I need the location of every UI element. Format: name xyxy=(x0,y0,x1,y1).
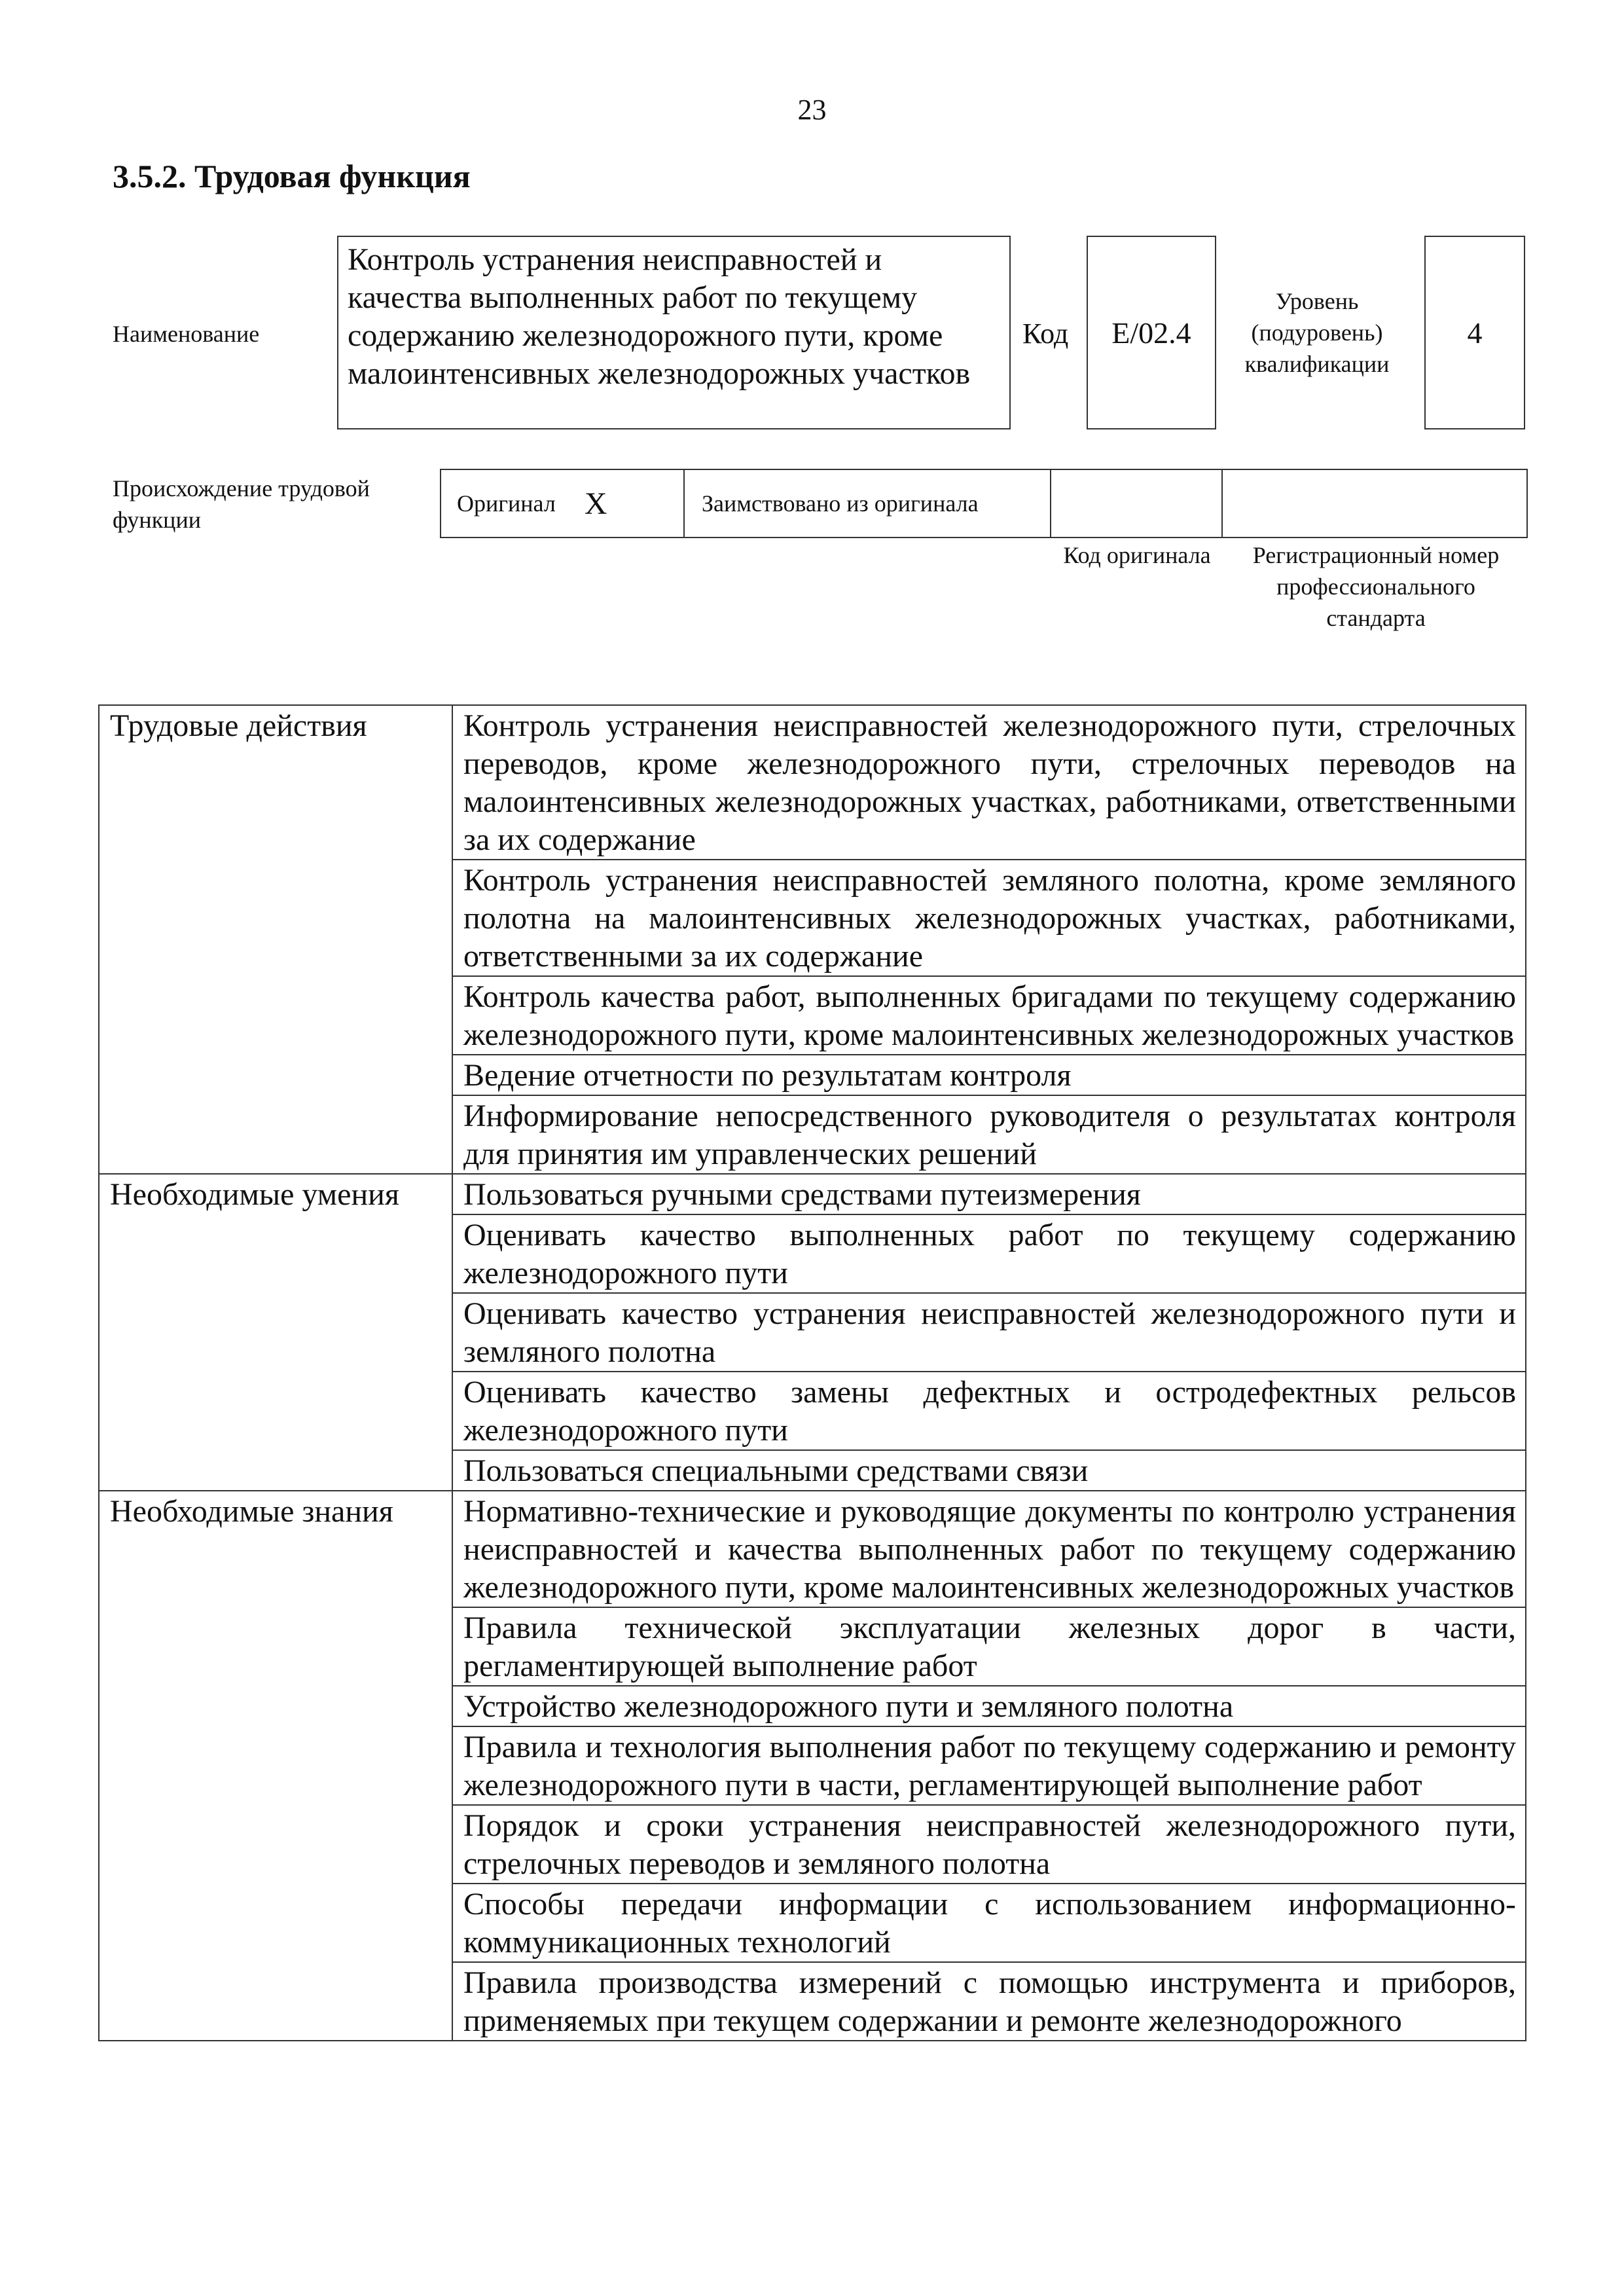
table-row xyxy=(99,1686,1526,1726)
code-box xyxy=(1087,236,1216,429)
table-cell: Оценивать качество выполненных работ по текущему содержанию железнодорожного пути xyxy=(452,1214,1526,1293)
level-label: Уровень (подуровень) квалификации xyxy=(1244,288,1390,377)
original-code-caption: Код оригинала xyxy=(1063,542,1211,568)
original-cell xyxy=(441,470,685,537)
original-mark: X xyxy=(584,486,607,521)
table-cell: Способы передачи информации с использованием информационно-коммуникационных технологий xyxy=(452,1884,1526,1962)
table-cell: Контроль качества работ, выполненных бригадами по текущему содержанию железнодорожного пути, кроме малоинтенсивных железнодорожных участков xyxy=(452,976,1526,1055)
table-cell: Оценивать качество замены дефектных и остродефектных рельсов железнодорожного пути xyxy=(452,1372,1526,1450)
original-code-cell xyxy=(1051,470,1223,537)
table-row xyxy=(99,1726,1526,1805)
table-row xyxy=(99,1962,1526,2041)
function-name-box xyxy=(337,236,1011,429)
function-name: Контроль устранения неисправностей и качества выполненных работ по текущему содержанию железнодорожного пути, кроме малоинтенсивных железнодорожных участков xyxy=(348,242,971,391)
table-row xyxy=(99,1607,1526,1686)
table-cell: Контроль устранения неисправностей железнодорожного пути, стрелочных переводов, кроме железнодорожного пути, стрелочных переводов на малоинтенсивных железнодорожных участках, работниками, ответственными за их содержание xyxy=(452,705,1526,860)
table-cell: Правила производства измерений с помощью инструмента и приборов, применяемых при текущем содержании и ремонте железнодорожного xyxy=(452,1962,1526,2041)
borrowed-cell xyxy=(685,470,1051,537)
table-row xyxy=(99,976,1526,1055)
section-title: 3.5.2. Трудовая функция xyxy=(113,158,471,194)
section-title-actions: Трудовые действия xyxy=(99,705,452,860)
section-title-knowledge: Необходимые знания xyxy=(99,1491,452,1607)
table-row xyxy=(99,1095,1526,1174)
table-row xyxy=(99,1491,1526,1607)
table-row xyxy=(99,1372,1526,1450)
table-row xyxy=(99,1884,1526,1962)
table-cell: Контроль устранения неисправностей земляного полотна, кроме земляного полотна на малоинтенсивных железнодорожных участках, работниками, ответственными за их содержание xyxy=(452,860,1526,976)
original-label: Оригинал xyxy=(457,490,556,517)
name-label: Наименование xyxy=(113,321,260,347)
section-title-skills: Необходимые умения xyxy=(99,1174,452,1214)
table-row xyxy=(99,1450,1526,1491)
table-cell: Информирование непосредственного руководителя о результатах контроля для принятия им управленческих решений xyxy=(452,1095,1526,1174)
level-value: 4 xyxy=(1467,316,1483,350)
function-details-table xyxy=(98,704,1526,2041)
code-label: Код xyxy=(1022,318,1069,350)
table-row xyxy=(99,1805,1526,1884)
table-row xyxy=(99,1055,1526,1095)
table-cell: Устройство железнодорожного пути и земляного полотна xyxy=(452,1686,1526,1726)
table-row xyxy=(99,860,1526,976)
reg-number-caption: Регистрационный номер профессионального стандарта xyxy=(1252,542,1500,631)
table-row xyxy=(99,1214,1526,1293)
table-cell: Оценивать качество устранения неисправностей железнодорожного пути и земляного полотна xyxy=(452,1293,1526,1372)
origin-table xyxy=(440,469,1528,538)
table-row xyxy=(99,1174,1526,1214)
table-row xyxy=(99,705,1526,860)
table-cell: Порядок и сроки устранения неисправностей железнодорожного пути, стрелочных переводов и земляного полотна xyxy=(452,1805,1526,1884)
page-number: 23 xyxy=(797,94,827,126)
borrowed-label: Заимствовано из оригинала xyxy=(702,490,979,517)
code-value: E/02.4 xyxy=(1111,316,1191,350)
table-cell: Правила и технология выполнения работ по текущему содержанию и ремонту железнодорожного пути в части, регламентирующей выполнение работ xyxy=(452,1726,1526,1805)
origin-label: Происхождение трудовой функции xyxy=(113,475,370,533)
table-cell: Пользоваться ручными средствами путеизмерения xyxy=(452,1174,1526,1214)
reg-number-cell xyxy=(1223,470,1526,537)
table-row xyxy=(99,1293,1526,1372)
table-cell: Нормативно-технические и руководящие документы по контролю устранения неисправностей и качества выполненных работ по текущему содержанию железнодорожного пути, кроме малоинтенсивных железнодорожных участков xyxy=(452,1491,1526,1607)
table-cell: Пользоваться специальными средствами связи xyxy=(452,1450,1526,1491)
level-box xyxy=(1424,236,1525,429)
table-cell: Ведение отчетности по результатам контроля xyxy=(452,1055,1526,1095)
table-cell: Правила технической эксплуатации железных дорог в части, регламентирующей выполнение работ xyxy=(452,1607,1526,1686)
